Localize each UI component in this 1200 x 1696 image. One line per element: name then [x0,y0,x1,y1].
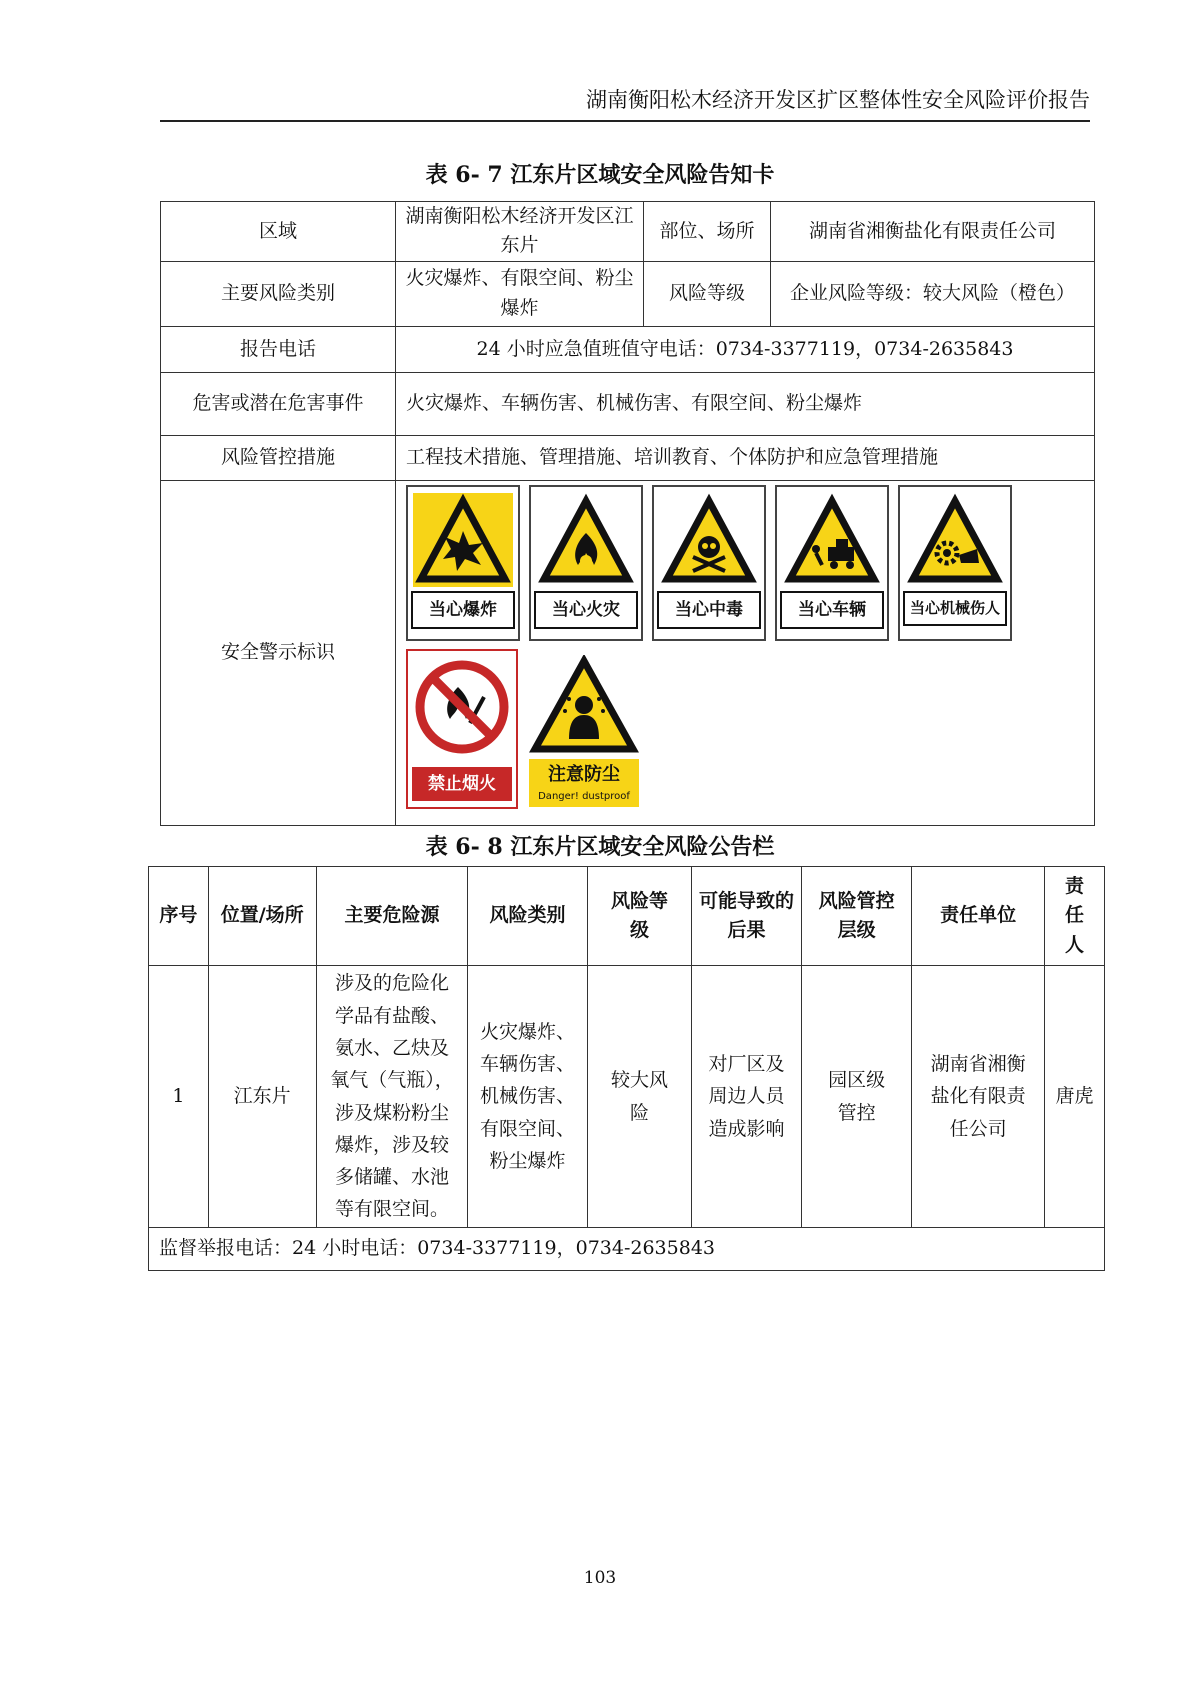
signs-cell [396,480,1095,825]
board-caption: 表 6- 8 江东片区域安全风险公告栏 [425,834,775,860]
vehicle-icon [782,493,882,587]
sign-label: 当心中毒 [657,591,761,629]
card-caption: 表 6- 7 江东片区域安全风险告知卡 [425,162,775,188]
sign-label: 当心机械伤人 [903,591,1007,626]
table-footer-row [149,1228,1105,1271]
dept-label: 部位、场所 [644,202,771,262]
cell-unit: 湖南省湘衡盐化有限责任公司 [912,966,1045,1228]
col-header: 风险等级 [587,867,691,966]
col-header: 位置/场所 [208,867,316,966]
phone-value: 24 小时应急值班值守电话：0734-3377119，0734-2635843 [396,326,1095,372]
col-header: 主要危险源 [316,867,468,966]
cell-person: 唐虎 [1044,966,1104,1228]
dept-value: 湖南省湘衡盐化有限责任公司 [771,202,1095,262]
risk-type-value: 火灾爆炸、有限空间、粉尘爆炸 [396,261,644,326]
col-header: 风险管控层级 [801,867,912,966]
gear-icon [905,493,1005,587]
cell-category: 火灾爆炸、车辆伤害、机械伤害、有限空间、粉尘爆炸 [468,966,587,1228]
skull-icon [659,493,759,587]
signs-row-2 [406,649,1094,813]
explosion-icon [413,493,513,587]
col-header: 可能导致的后果 [692,867,802,966]
risk-level-value: 企业风险等级：较大风险（橙色） [771,261,1095,326]
signs-row-1 [406,485,1094,641]
dust-icon [529,655,639,755]
area-label: 区域 [161,202,396,262]
cell-consequence: 对厂区及周边人员造成影响 [692,966,802,1228]
hazard-label: 危害或潜在危害事件 [161,372,396,435]
header-title: 湖南衡阳松木经济开发区扩区整体性安全风险评价报告 [586,88,1090,112]
cell-no: 1 [149,966,209,1228]
fire-icon [536,493,636,587]
cell-source: 涉及的危险化学品有盐酸、氨水、乙炔及氧气（气瓶），涉及煤粉粉尘爆炸，涉及较多储罐、水池等有限空间。 [316,966,468,1228]
signs-label: 安全警示标识 [161,480,396,825]
sign-sublabel: Danger! dustproof [529,789,639,808]
area-value: 湖南衡阳松木经济开发区江东片 [396,202,644,262]
risk-type-label: 主要风险类别 [161,261,396,326]
cell-control: 园区级管控 [801,966,912,1228]
col-header: 责任人 [1044,867,1104,966]
sign-poison [652,485,766,641]
col-header: 序号 [149,867,209,966]
sign-label: 注意防尘 [529,759,639,789]
sign-explosion [406,485,520,641]
risk-bulletin-table [148,866,1105,1271]
col-header: 风险类别 [468,867,587,966]
measures-label: 风险管控措施 [161,435,396,480]
risk-level-label: 风险等级 [644,261,771,326]
sign-vehicle [775,485,889,641]
sign-label: 当心火灾 [534,591,638,629]
table-row [149,966,1105,1228]
col-header: 责任单位 [912,867,1045,966]
cell-level: 较大风险 [587,966,691,1228]
footer-phone: 监督举报电话：24 小时电话：0734-3377119，0734-2635843 [149,1228,1105,1271]
page-header [160,84,1090,122]
cell-location: 江东片 [208,966,316,1228]
sign-dust [527,649,641,813]
measures-value: 工程技术措施、管理措施、培训教育、个体防护和应急管理措施 [396,435,1095,480]
risk-notice-card [160,201,1095,826]
sign-label: 当心车辆 [780,591,884,629]
page-number: 103 [583,1568,617,1588]
sign-no-fire [406,649,518,809]
sign-label: 当心爆炸 [411,591,515,629]
no-fire-icon [412,657,512,757]
sign-machine [898,485,1012,641]
table-header-row [149,867,1105,966]
phone-label: 报告电话 [161,326,396,372]
sign-fire [529,485,643,641]
hazard-value: 火灾爆炸、车辆伤害、机械伤害、有限空间、粉尘爆炸 [396,372,1095,435]
sign-label: 禁止烟火 [412,767,512,801]
